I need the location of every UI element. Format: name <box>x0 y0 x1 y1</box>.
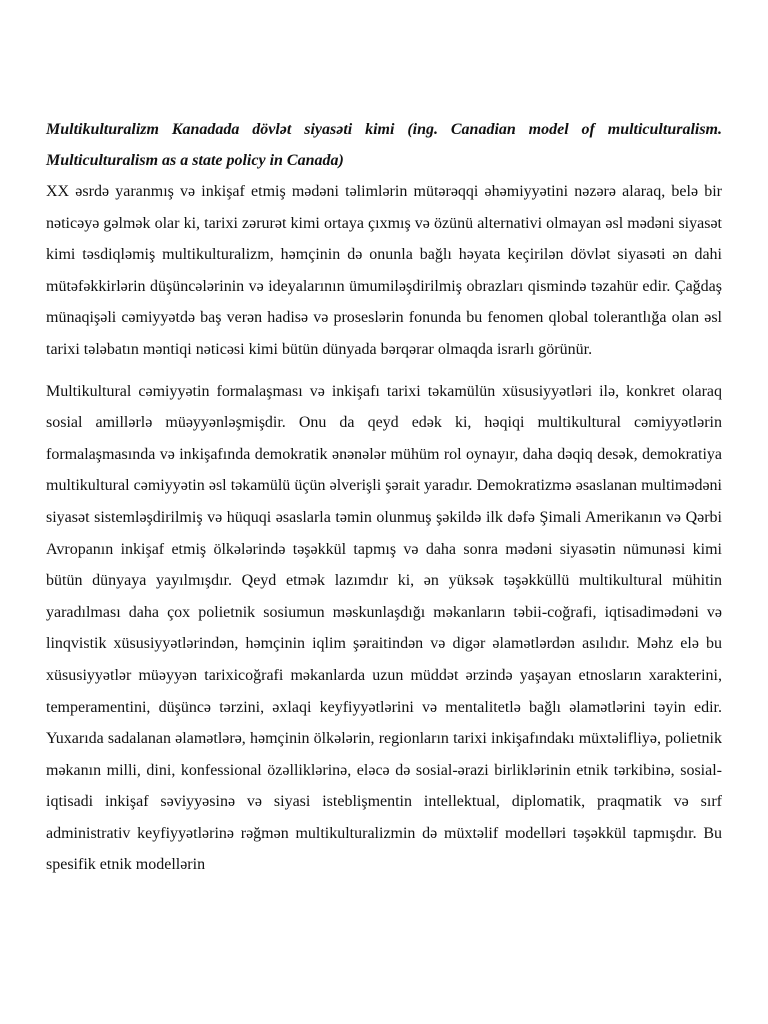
document-page <box>46 114 722 881</box>
document-title: Multikulturalizm Kanadada dövlət siyasəti kimi (ing. Canadian model of multiculturalism. Multiculturalism as a state policy in Canada) <box>46 121 722 169</box>
paragraph-2: Multikultural cəmiyyətin formalaşması və inkişafı tarixi təkamülün xüsusiyyətləri ilə, konkret olaraq sosial amillərlə müəyyənləşmişdir. Onu da qeyd edək ki, həqiqi multikultural cəmiyyətlərin formalaşmasında və inkişafında demokratik ənənələr mühüm rol oynayır, daha dəqiq desək, demokratiya multikultural cəmiyyətin əsl təkamülü üçün əlverişli şərait yaradır. Demokratizmə əsaslanan multimədəni siyasət sistemləşdirilmiş və hüquqi əsaslarla təmin olunmuş şəkildə ilk dəfə Şimali Amerikanın və Qərbi Avropanın inkişaf etmiş ölkələrində təşəkkül tapmış və daha sonra mədəni siyasətin nümunəsi kimi bütün dünyaya yayılmışdır. Qeyd etmək lazımdır ki, ən yüksək təşəkküllü multikultural mühitin yaradılması daha çox polietnik sosiumun məskunlaşdığı məkanların təbii-coğrafi, iqtisadimədəni və linqvistik xüsusiyyətlərindən, həmçinin iqlim şəraitindən və digər əlamətlərdən asılıdır. Məhz elə bu xüsusiyyətlər müəyyən tarixicoğrafi məkanlarda uzun müddət ərzində yaşayan etnosların xarakterini, temperamentini, düşüncə tərzini, əxlaqi keyfiyyətlərini və mentalitetlə bağlı əlamətlərini təyin edir. Yuxarıda sadalanan əlamətlərə, həmçinin ölkələrin, regionların tarixi inkişafındakı müxtəlifliyə, polietnik məkanın milli, dini, konfessional özəlliklərinə, eləcə də sosial-ərazi birliklərinin etnik tərkibinə, sosial-iqtisadi inkişaf səviyyəsinə və siyasi isteblişmentin intellektual, diplomatik, praqmatik və sırf administrativ keyfiyyətlərinə rəğmən multikulturalizmin də müxtəlif modelləri təşəkkül tapmışdır. Bu spesifik etnik modellərin <box>46 382 722 874</box>
paragraph-1: XX əsrdə yaranmış və inkişaf etmiş mədəni təlimlərin mütərəqqi əhəmiyyətini nəzərə alaraq, belə bir nəticəyə gəlmək olar ki, tarixi zərurət kimi ortaya çıxmış və özünü alternativi olmayan əsl mədəni siyasət kimi təsdiqləmiş multikulturalizm, həmçinin də onunla bağlı həyata keçirilən dövlət siyasəti ən dahi mütəfəkkirlərin düşüncələrinin və ideyalarının ümumiləşdirilmiş obrazları qismində təzahür edir. Çağdaş münaqişəli cəmiyyətdə baş verən hadisə və proseslərin fonunda bu fenomen qlobal tolerantlığa olan əsl tarixi tələbatın məntiqi nəticəsi kimi bütün dünyada bərqərar olmaqda israrlı görünür. <box>46 183 722 358</box>
